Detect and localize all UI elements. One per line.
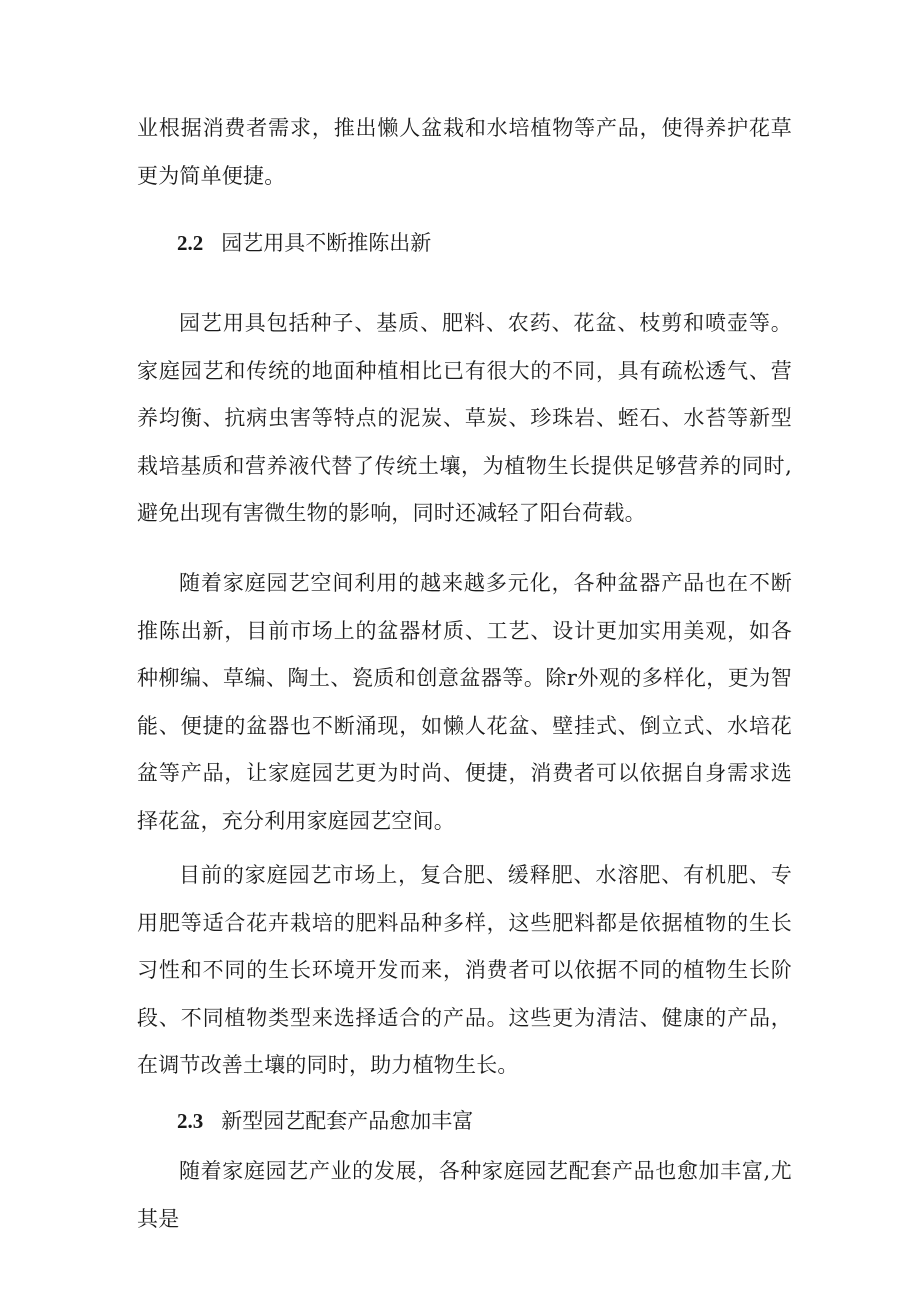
paragraph-accessories: 随着家庭园艺产业的发展，各种家庭园艺配套产品也愈加丰富,尤其是 — [137, 1159, 792, 1231]
paragraph-planters: 随着家庭园艺空间利用的越来越多元化，各种盆器产品也在不断推陈出新，目前市场上的盆器材质、工艺、设计更加实用美观，如各种柳编、草编、陶土、瓷质和创意盆器等。除r外观的多样化，更为智能、便捷的盆器也不断涌现，如懒人花盆、壁挂式、倒立式、水培花盆等产品，让家庭园艺更为时尚、便捷，消费者可以依据自身需求选择花盆，充分利用家庭园艺空间。 — [137, 571, 792, 833]
section-title: 新型园艺配套产品愈加丰富 — [221, 1109, 474, 1133]
section-number: 2.3 — [177, 1109, 204, 1133]
paragraph-continuation: 业根据消费者需求，推出懒人盆栽和水培植物等产品，使得养护花草更为简单便捷。 — [137, 116, 792, 188]
section-heading-2-3 — [177, 1106, 473, 1136]
section-heading-2-2 — [177, 228, 431, 258]
section-number: 2.2 — [177, 231, 204, 255]
section-title: 园艺用具不断推陈出新 — [221, 231, 432, 255]
paragraph-fertilizers: 目前的家庭园艺市场上，复合肥、缓释肥、水溶肥、有机肥、专用肥等适合花卉栽培的肥料品种多样，这些肥料都是依据植物的生长习性和不同的生长环境开发而来，消费者可以依据不同的植物生长阶段、不同植物类型来选择适合的产品。这些更为清洁、健康的产品，在调节改善土壤的同时，助力植物生长。 — [137, 863, 792, 1077]
paragraph-garden-tools: 园艺用具包括种子、基质、肥料、农药、花盆、枝剪和喷壶等。家庭园艺和传统的地面种植相比已有很大的不同，具有疏松透气、营养均衡、抗病虫害等特点的泥炭、草炭、珍珠岩、蛭石、水苔等新型栽培基质和营养液代替了传统土壤，为植物生长提供足够营养的同时,避免出现有害微生物的影响，同时还减轻了阳台荷载。 — [137, 311, 792, 525]
